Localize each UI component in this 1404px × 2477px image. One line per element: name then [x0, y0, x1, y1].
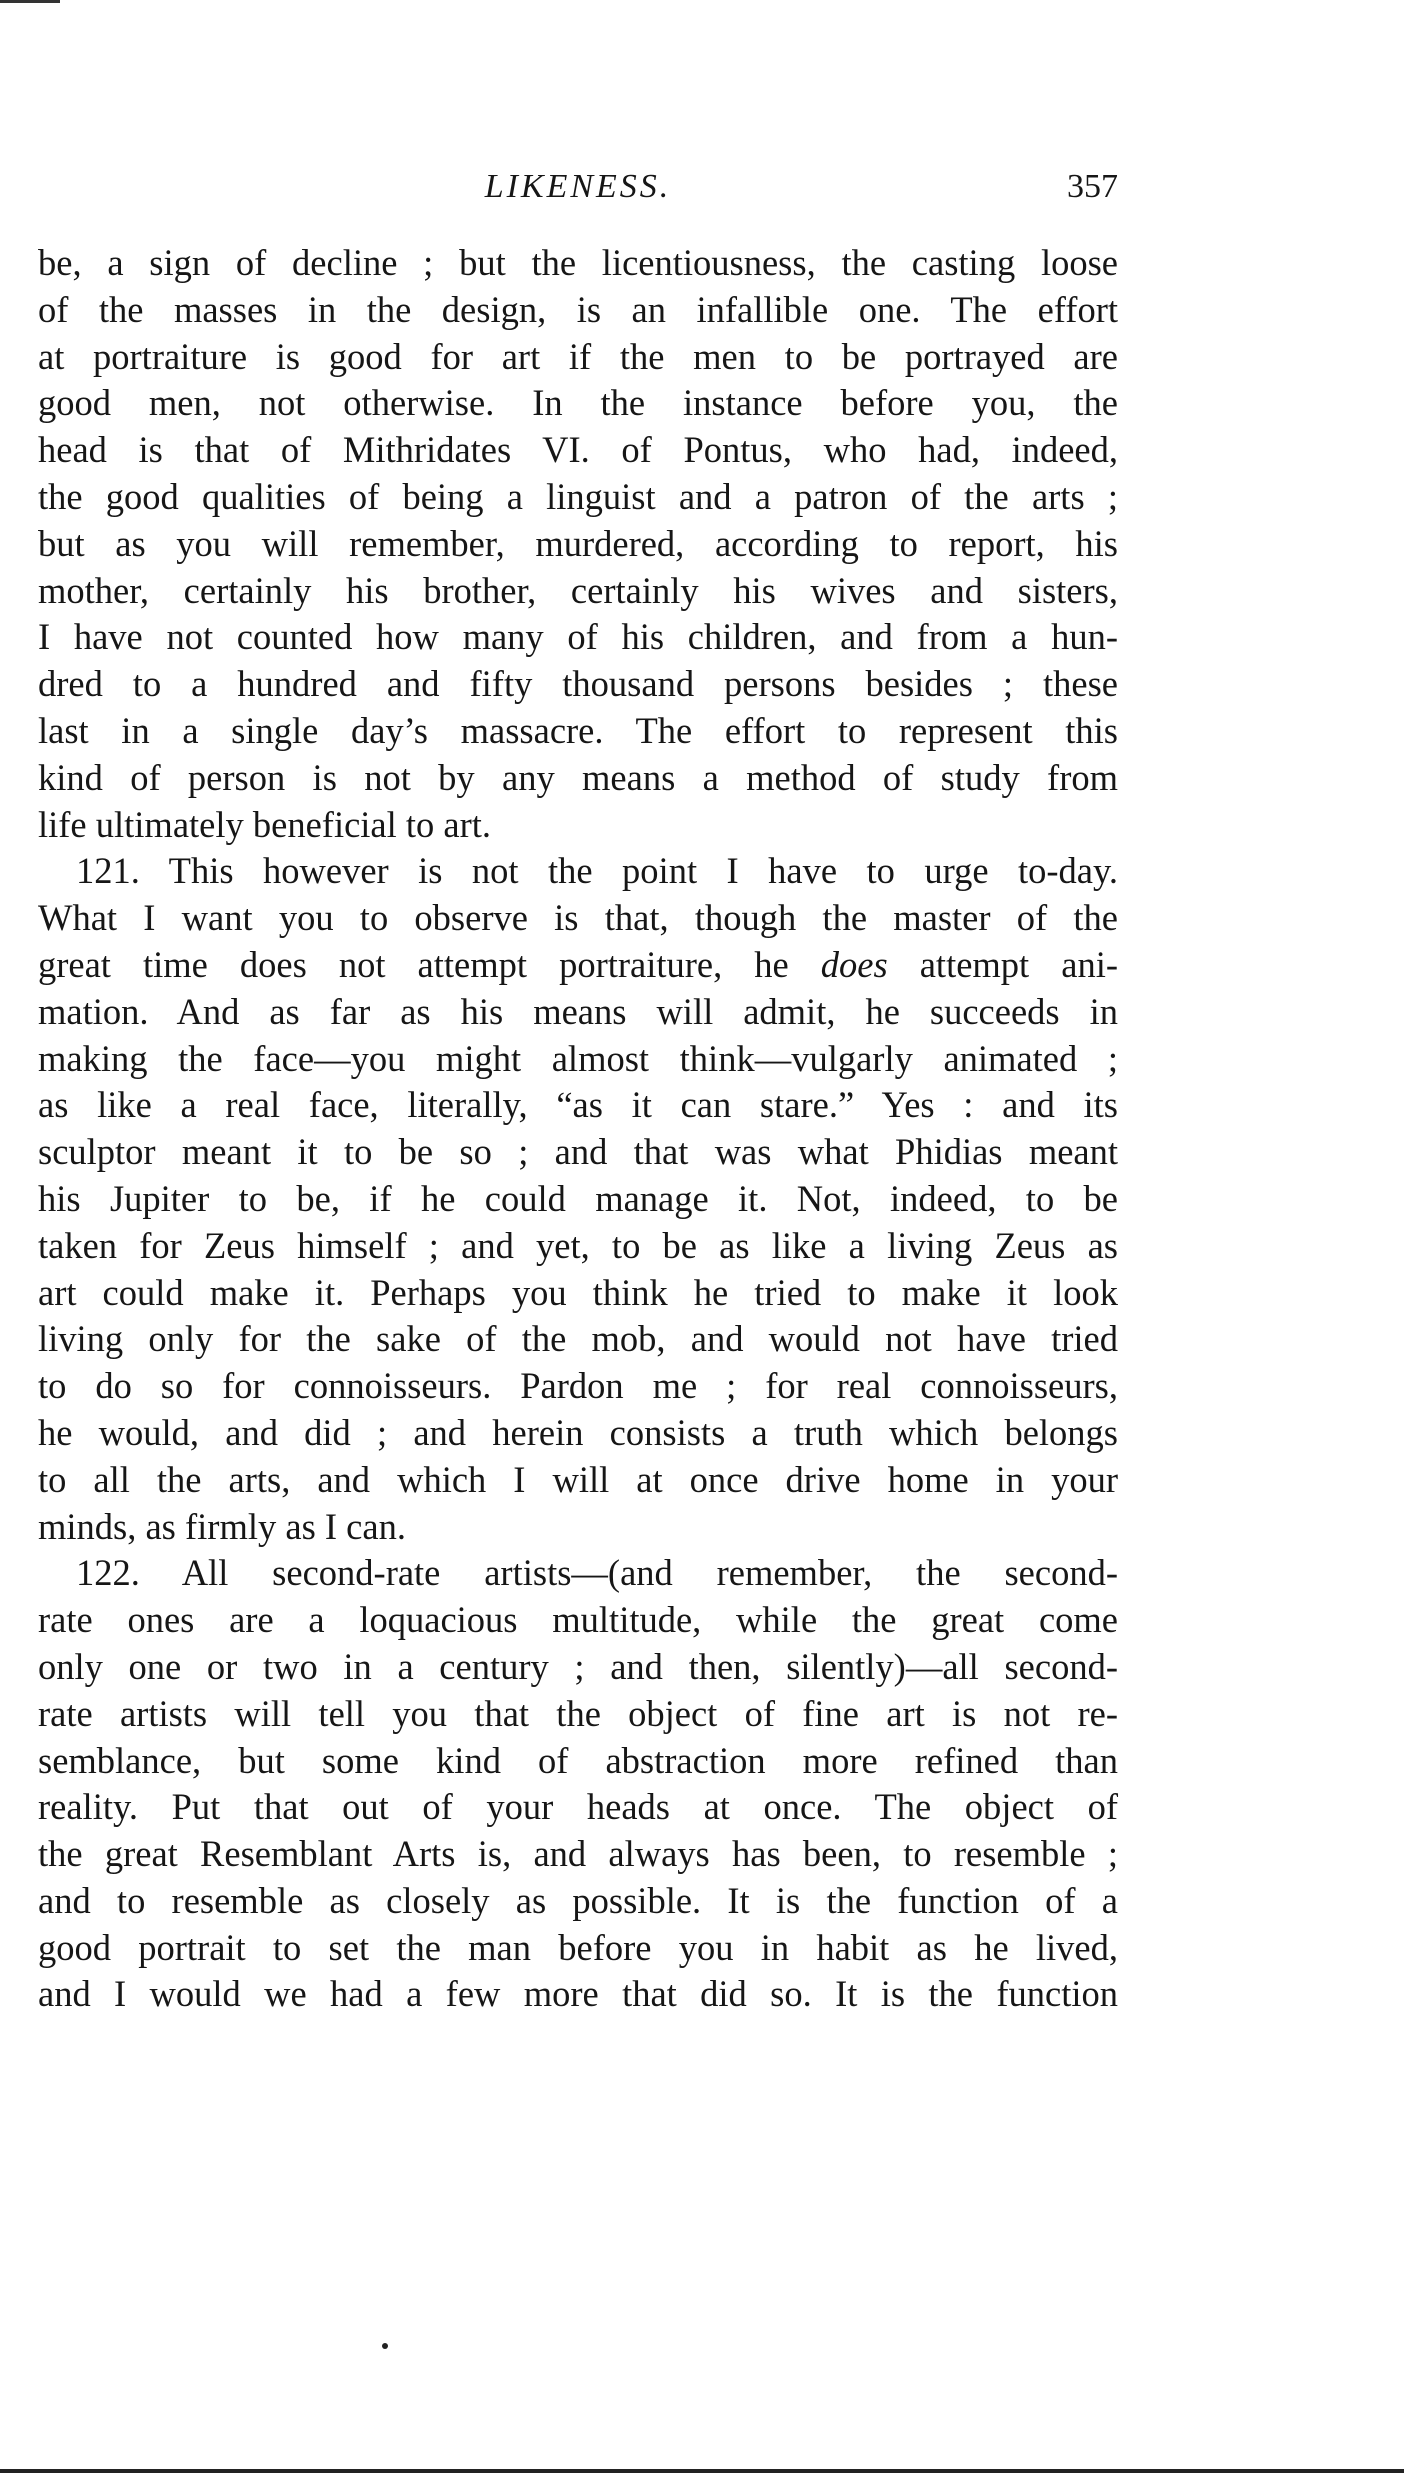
text-line: taken for Zeus himself ; and yet, to be as like a living Zeus as: [38, 1224, 1118, 1266]
text-segment: attempt ani-: [887, 943, 1118, 985]
text-line: the great Resemblant Arts is, and always has been, to resemble ;: [38, 1833, 1118, 1875]
text-line-with-italic: [38, 942, 1118, 989]
italic-emphasis: does: [820, 943, 888, 985]
text-line: life ultimately beneficial to art.: [38, 803, 492, 845]
text-line: I have not counted how many of his children, and from a hun-: [38, 616, 1118, 658]
text-line: sculptor meant it to be so ; and that was what Phidias meant: [38, 1131, 1118, 1173]
text-line: but as you will remember, murdered, according to report, his: [38, 522, 1118, 564]
text-line: What I want you to observe is that, though the master of the: [38, 897, 1118, 939]
text-line: his Jupiter to be, if he could manage it. Not, indeed, to be: [38, 1177, 1118, 1219]
paragraph-121-start: 121. This however is not the point I have to urge to-day.: [76, 850, 1118, 892]
text-line: good portrait to set the man before you in habit as he lived,: [38, 1926, 1118, 1968]
text-line: to do so for connoisseurs. Pardon me ; for real connoisseurs,: [38, 1365, 1118, 1407]
text-line: rate artists will tell you that the object of fine art is not re-: [38, 1692, 1118, 1734]
text-line: mation. And as far as his means will admit, he succeeds in: [38, 990, 1118, 1032]
text-line: semblance, but some kind of abstraction more refined than: [38, 1739, 1118, 1781]
running-title: LIKENESS.: [484, 168, 672, 205]
text-line: as like a real face, literally, “as it can stare.” Yes : and its: [38, 1084, 1118, 1126]
text-line: at portraiture is good for art if the men to be portrayed are: [38, 335, 1118, 377]
page-header: [38, 168, 1118, 216]
bottom-edge-rule: [0, 2469, 1404, 2473]
paragraph-122-start: 122. All second-rate artists—(and remember, the second-: [76, 1552, 1118, 1594]
text-line: and I would we had a few more that did so. It is the function: [38, 1973, 1118, 2015]
text-line: good men, not otherwise. In the instance before you, the: [38, 382, 1118, 424]
body-text: [38, 240, 1118, 2018]
text-line: the good qualities of being a linguist and a patron of the arts ;: [38, 475, 1118, 517]
text-line: of the masses in the design, is an infallible one. The effort: [38, 288, 1118, 330]
text-line: living only for the sake of the mob, and would not have tried: [38, 1318, 1118, 1360]
text-line: making the face—you might almost think—vulgarly animated ;: [38, 1037, 1118, 1079]
text-segment: great time does not attempt portraiture, he: [38, 943, 821, 985]
page-number: 357: [1067, 168, 1118, 205]
text-line: rate ones are a loquacious multitude, while the great come: [38, 1599, 1118, 1641]
text-line: he would, and did ; and herein consists a truth which belongs: [38, 1411, 1118, 1453]
text-line: kind of person is not by any means a method of study from: [38, 756, 1118, 798]
text-line: to all the arts, and which I will at once drive home in your: [38, 1458, 1118, 1500]
text-line: mother, certainly his brother, certainly his wives and sisters,: [38, 569, 1118, 611]
text-line: be, a sign of decline ; but the licentiousness, the casting loose: [38, 242, 1118, 283]
text-line: dred to a hundred and fifty thousand persons besides ; these: [38, 663, 1118, 705]
text-line: art could make it. Perhaps you think he tried to make it look: [38, 1271, 1118, 1313]
text-line: last in a single day’s massacre. The effort to represent this: [38, 709, 1118, 751]
text-line: head is that of Mithridates VI. of Pontus, who had, indeed,: [38, 429, 1118, 471]
ink-speck: [382, 2343, 388, 2349]
text-line: reality. Put that out of your heads at once. The object of: [38, 1786, 1118, 1828]
text-line: only one or two in a century ; and then, silently)—all second-: [38, 1645, 1118, 1687]
text-line: and to resemble as closely as possible. It is the function of a: [38, 1879, 1118, 1921]
top-edge-mark: [0, 0, 60, 3]
text-line: minds, as firmly as I can.: [38, 1505, 406, 1547]
